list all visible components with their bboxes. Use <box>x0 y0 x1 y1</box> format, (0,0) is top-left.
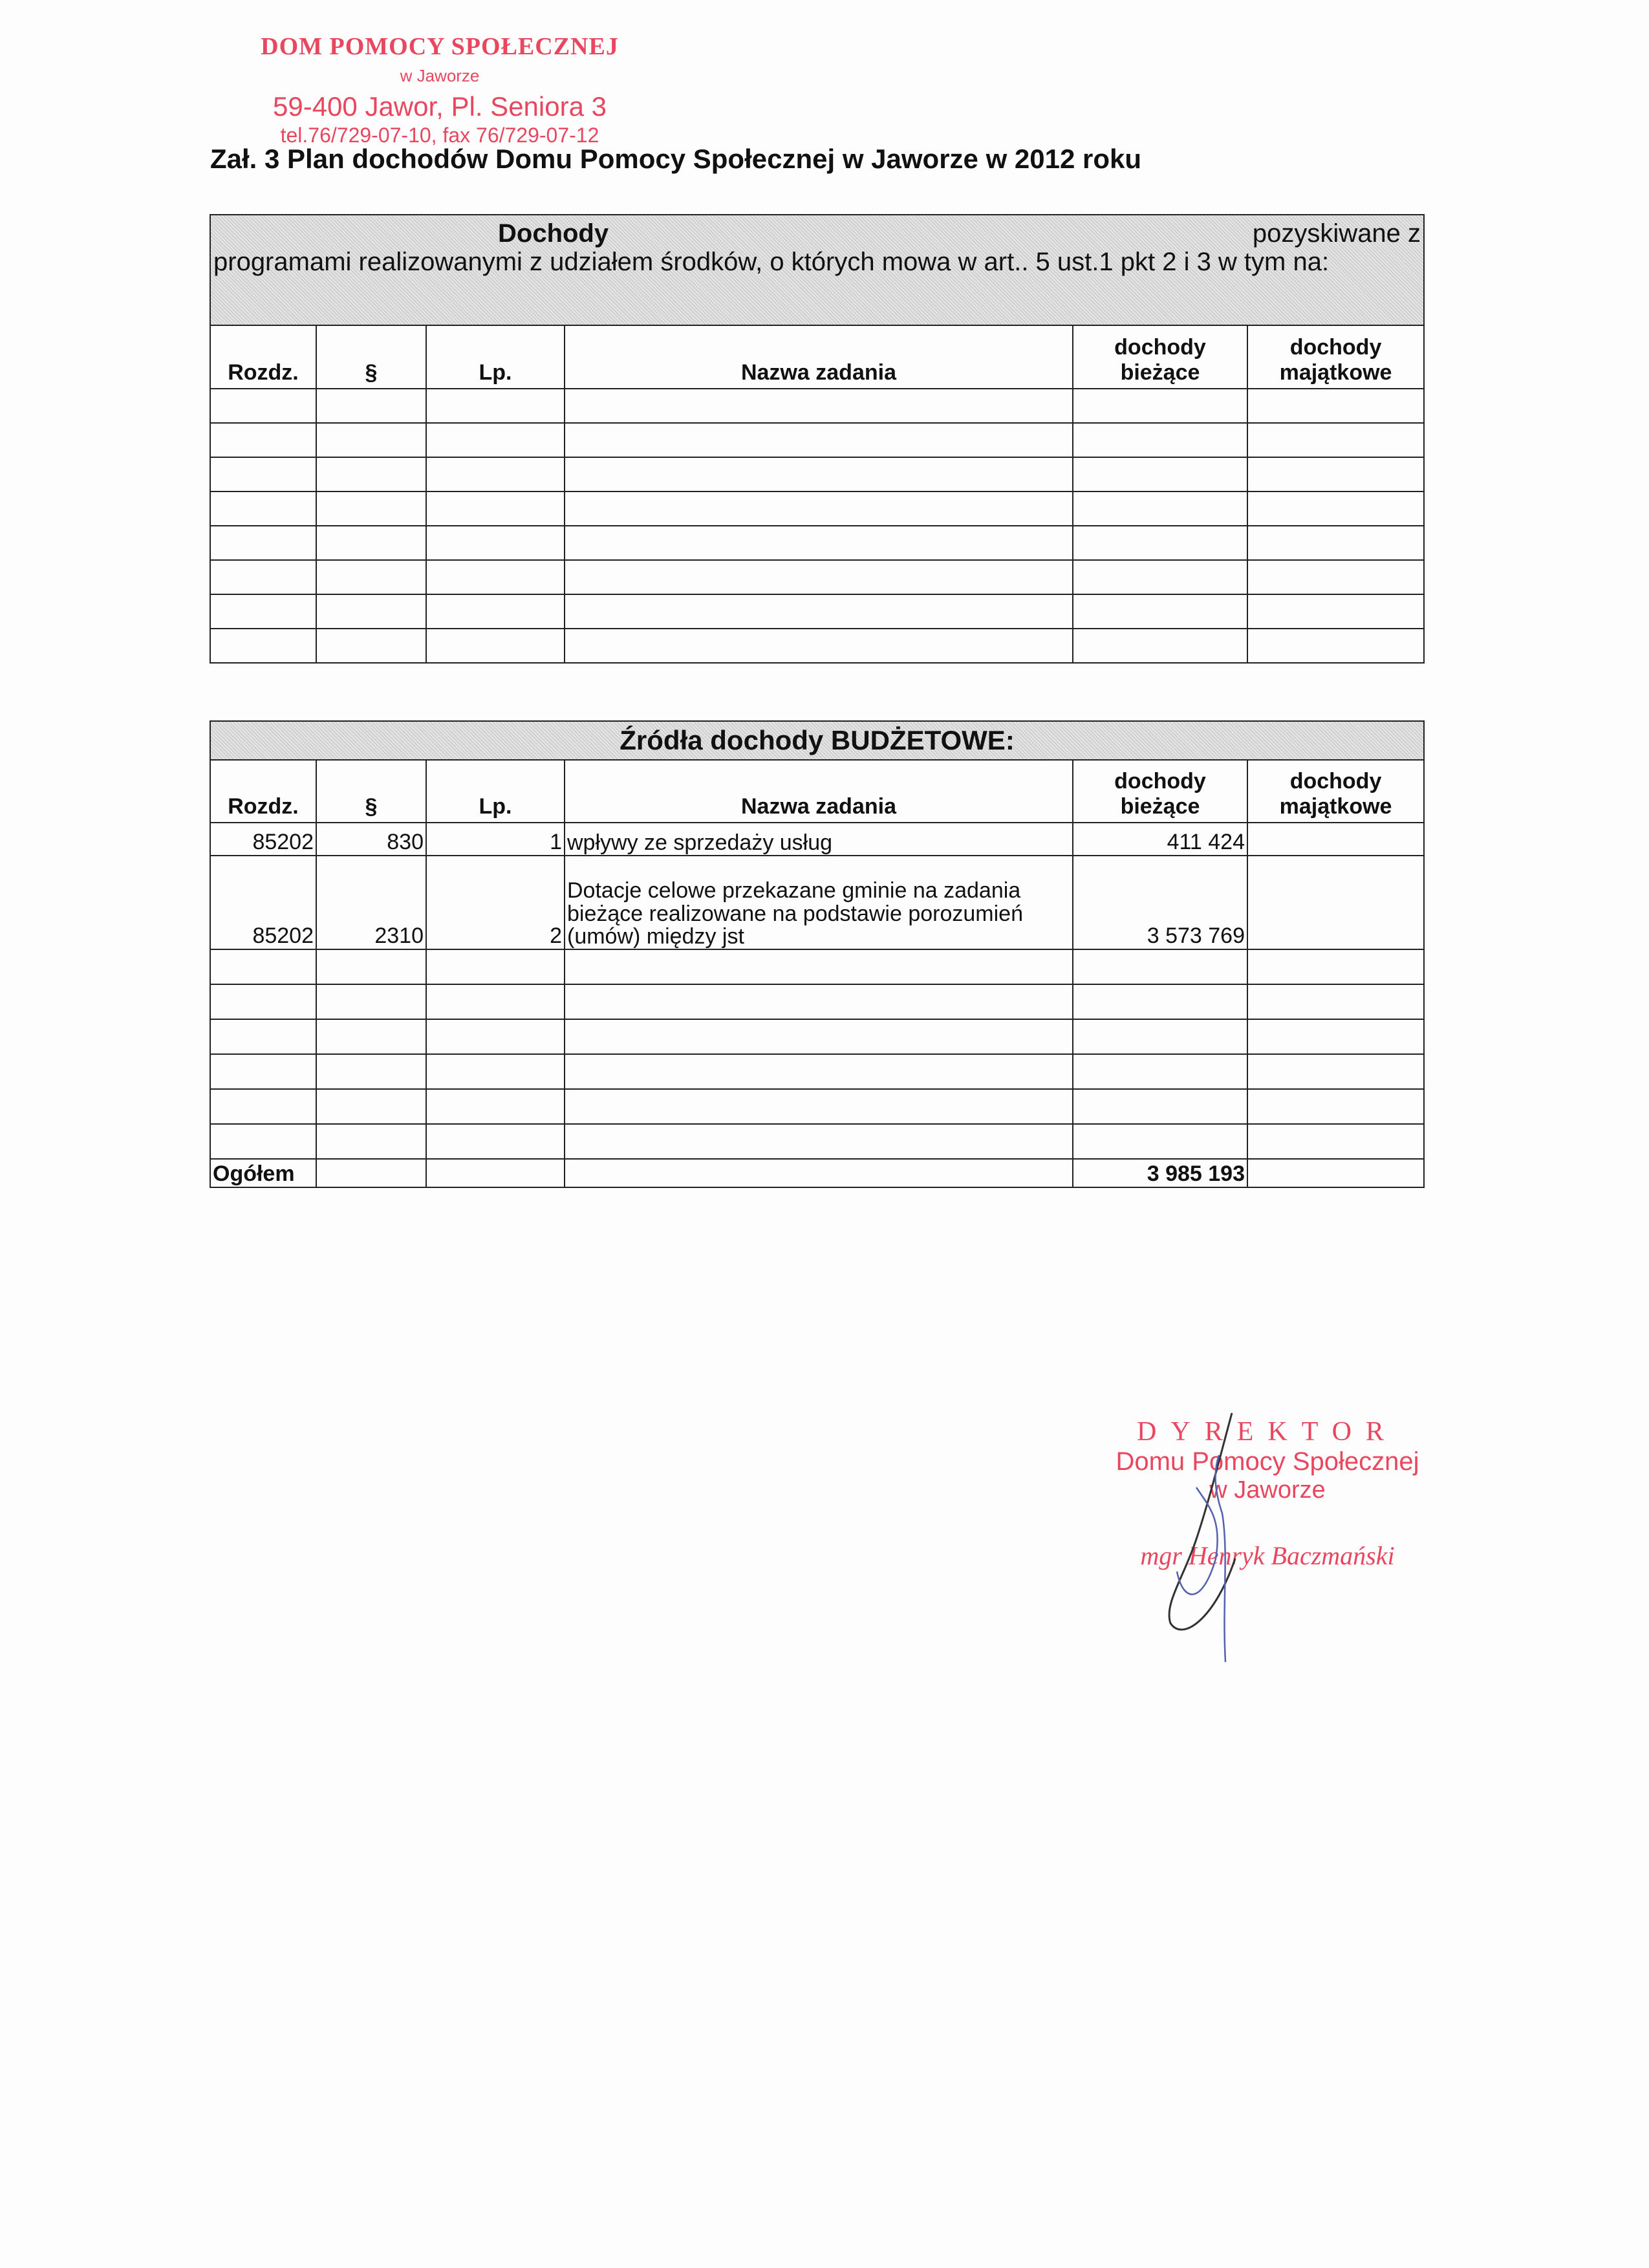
table-row <box>210 984 1424 1019</box>
handwritten-signature <box>1158 1410 1326 1681</box>
table-cell <box>565 1054 1073 1089</box>
table-cell <box>426 491 565 526</box>
table-cell <box>210 1124 316 1159</box>
band-text: pozyskiwane z <box>1252 219 1421 248</box>
table-cell <box>210 949 316 984</box>
table-cell <box>210 1019 316 1054</box>
column-header: Rozdz. <box>210 760 316 823</box>
table-cell: 2 <box>426 856 565 949</box>
table-cell: 85202 <box>210 856 316 949</box>
column-header: dochody majątkowe <box>1247 760 1424 823</box>
table-row <box>210 389 1424 423</box>
table-cell <box>1073 389 1247 423</box>
table-cell <box>426 526 565 560</box>
stamp-line: w Jaworze <box>1209 1476 1326 1504</box>
table-cell <box>426 984 565 1019</box>
table-cell <box>565 423 1073 457</box>
table-row <box>210 1054 1424 1089</box>
table-cell <box>316 423 426 457</box>
table-cell <box>426 560 565 594</box>
table-cell <box>316 1054 426 1089</box>
table-cell <box>1247 1124 1424 1159</box>
table-cell <box>1073 560 1247 594</box>
table-cell: 2310 <box>316 856 426 949</box>
table-row <box>210 1019 1424 1054</box>
table-cell <box>1247 1019 1424 1054</box>
column-header: Nazwa zadania <box>565 325 1073 389</box>
column-header: dochody majątkowe <box>1247 325 1424 389</box>
table-cell <box>210 984 316 1019</box>
table-cell <box>1247 389 1424 423</box>
table-cell <box>210 1089 316 1124</box>
table-cell <box>1073 526 1247 560</box>
table-row <box>210 526 1424 560</box>
column-header: dochody bieżące <box>1073 325 1247 389</box>
table-cell <box>565 1124 1073 1159</box>
table-cell: 3 573 769 <box>1073 856 1247 949</box>
table-row <box>210 949 1424 984</box>
table-cell: Dotacje celowe przekazane gminie na zadania bieżące realizowane na podstawie porozumień (umów) między jst <box>565 856 1073 949</box>
stamp-line: 59-400 Jawor, Pl. Seniora 3 <box>273 91 607 122</box>
table-row <box>210 594 1424 629</box>
table-cell <box>210 423 316 457</box>
table-cell <box>426 457 565 491</box>
income-table-budget <box>210 720 1425 1188</box>
column-header: Lp. <box>426 760 565 823</box>
table-cell <box>565 629 1073 663</box>
table-cell <box>565 526 1073 560</box>
table-row <box>210 1124 1424 1159</box>
table-cell <box>426 629 565 663</box>
table-cell <box>1073 1054 1247 1089</box>
table-cell <box>1247 526 1424 560</box>
stamp-line: DYREKTOR <box>1137 1417 1398 1447</box>
table-band-header <box>210 215 1424 325</box>
table-row <box>210 823 1424 856</box>
column-header: Rozdz. <box>210 325 316 389</box>
table-cell <box>210 389 316 423</box>
table-cell <box>316 491 426 526</box>
table-cell <box>1247 1054 1424 1089</box>
table-cell <box>1073 949 1247 984</box>
table-cell <box>210 457 316 491</box>
total-majatkowe <box>1247 1159 1424 1187</box>
stamp-line: mgr Henryk Baczmański <box>1140 1541 1395 1570</box>
table-cell <box>1073 1124 1247 1159</box>
table-row <box>210 1089 1424 1124</box>
table-cell <box>565 457 1073 491</box>
table-cell <box>1073 457 1247 491</box>
table-cell: 1 <box>426 823 565 856</box>
table-cell <box>426 594 565 629</box>
column-header: dochody bieżące <box>1073 760 1247 823</box>
document-title: Zał. 3 Plan dochodów Domu Pomocy Społecznej w Jaworze w 2012 roku <box>210 144 1142 174</box>
table-cell <box>1247 457 1424 491</box>
income-table-programs <box>210 214 1425 664</box>
table-cell <box>1073 491 1247 526</box>
table-cell <box>1073 594 1247 629</box>
table-cell <box>316 457 426 491</box>
table-cell <box>565 560 1073 594</box>
table-cell <box>1073 1019 1247 1054</box>
table-row <box>210 457 1424 491</box>
table-cell <box>1073 629 1247 663</box>
total-label: Ogółem <box>210 1159 316 1187</box>
cell <box>565 1159 1073 1187</box>
table-cell <box>565 389 1073 423</box>
column-header: Lp. <box>426 325 565 389</box>
table-cell <box>210 629 316 663</box>
total-biezace: 3 985 193 <box>1073 1159 1247 1187</box>
table-cell <box>1247 823 1424 856</box>
table-cell <box>316 594 426 629</box>
table-cell <box>1073 1089 1247 1124</box>
table-cell <box>565 491 1073 526</box>
column-header: § <box>316 760 426 823</box>
column-header: § <box>316 325 426 389</box>
table-cell: wpływy ze sprzedaży usług <box>565 823 1073 856</box>
table-cell <box>210 560 316 594</box>
table-cell <box>565 984 1073 1019</box>
stamp-line: DOM POMOCY SPOŁECZNEJ <box>261 33 619 60</box>
table-cell <box>426 423 565 457</box>
table-cell <box>316 389 426 423</box>
table-cell <box>1247 629 1424 663</box>
stamp-line: tel.76/729-07-10, fax 76/729-07-12 <box>280 124 599 147</box>
table-cell <box>1247 1089 1424 1124</box>
table-row <box>210 856 1424 949</box>
table-cell <box>565 1089 1073 1124</box>
table-cell <box>1247 856 1424 949</box>
table-cell <box>210 594 316 629</box>
table-cell <box>426 389 565 423</box>
table-cell <box>316 1089 426 1124</box>
table-cell <box>210 491 316 526</box>
table-cell <box>426 1124 565 1159</box>
table-cell: 411 424 <box>1073 823 1247 856</box>
table-cell <box>565 1019 1073 1054</box>
table-cell <box>1247 423 1424 457</box>
table-cell <box>426 1089 565 1124</box>
table-band-header: Źródła dochody BUDŻETOWE: <box>210 721 1424 760</box>
table-row <box>210 629 1424 663</box>
band-text: programami realizowanymi z udziałem środków, o których mowa w art.. 5 ust.1 pkt 2 i 3 w tym na: <box>213 248 1330 276</box>
table-cell <box>316 984 426 1019</box>
table-cell <box>565 949 1073 984</box>
table-cell <box>426 949 565 984</box>
cell <box>316 1159 426 1187</box>
cell <box>426 1159 565 1187</box>
table-cell <box>1247 491 1424 526</box>
table-cell <box>1073 423 1247 457</box>
table-cell <box>1247 594 1424 629</box>
total-row <box>210 1159 1424 1187</box>
table-cell <box>210 1054 316 1089</box>
table-cell <box>1073 984 1247 1019</box>
column-header: Nazwa zadania <box>565 760 1073 823</box>
table-cell: 830 <box>316 823 426 856</box>
institution-stamp <box>246 32 634 147</box>
table-cell <box>426 1054 565 1089</box>
table-cell <box>210 526 316 560</box>
table-cell <box>1247 984 1424 1019</box>
stamp-line: Domu Pomocy Społecznej <box>1116 1447 1419 1476</box>
table-cell <box>426 1019 565 1054</box>
table-row <box>210 560 1424 594</box>
table-cell <box>316 629 426 663</box>
table-cell <box>1247 560 1424 594</box>
table-cell: 85202 <box>210 823 316 856</box>
band-title: Dochody <box>498 219 609 248</box>
table-row <box>210 491 1424 526</box>
table-cell <box>316 949 426 984</box>
table-cell <box>316 1019 426 1054</box>
table-cell <box>316 560 426 594</box>
table-row <box>210 423 1424 457</box>
table-cell <box>316 1124 426 1159</box>
table-cell <box>316 526 426 560</box>
table-cell <box>565 594 1073 629</box>
stamp-line: w Jaworze <box>400 66 480 85</box>
table-cell <box>1247 949 1424 984</box>
